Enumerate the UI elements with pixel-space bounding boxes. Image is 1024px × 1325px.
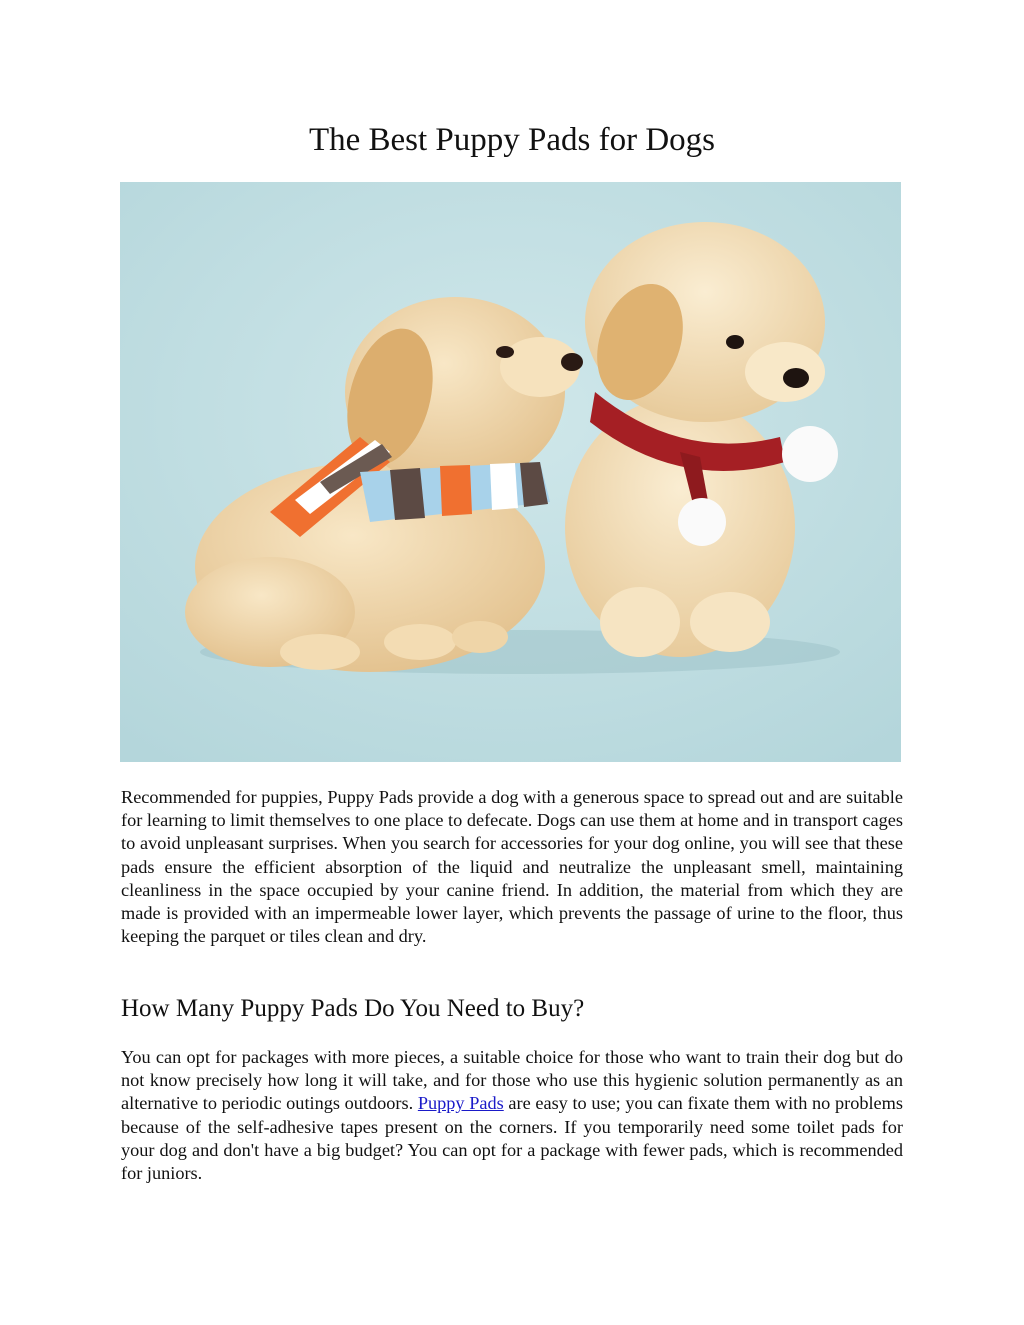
section-heading: How Many Puppy Pads Do You Need to Buy? (121, 995, 585, 1022)
page-title: The Best Puppy Pads for Dogs (308, 122, 716, 158)
body-paragraph (121, 1046, 903, 1185)
puppy-pads-link[interactable]: Puppy Pads (417, 1093, 504, 1114)
intro-paragraph: Recommended for puppies, Puppy Pads provide a dog with a generous space to spread out and are suitable for learning to limit themselves to one place to defecate. Dogs can use them at home and in transport cages to avoid unpleasant surprises. When you search for accessories for your dog online, you will see that these pads ensure the efficient absorption of the liquid and neutralize the unpleasant smell, maintaining cleanliness in the space occupied by your canine friend. In addition, the material from which they are made is provided with an impermeable lower layer, which prevents the passage of urine to the floor, thus keeping the parquet or tiles clean and dry. (121, 787, 903, 947)
body-text-after: are easy to use; you can fixate them with no problems because of the self-adhesive tapes present on the corners. If you temporarily need some toilet pads for your dog and don't have a big budget? You can opt for a package with fewer pads, which is recommended for juniors. (121, 1093, 903, 1184)
body-text-before: You can opt for packages with more pieces, a suitable choice for those who want to train their dog but do not know precisely how long it will take, and for those who use this hygienic solution permanently as an alternative to periodic outings outdoors. (121, 1047, 903, 1114)
puppies-photo (120, 182, 901, 762)
